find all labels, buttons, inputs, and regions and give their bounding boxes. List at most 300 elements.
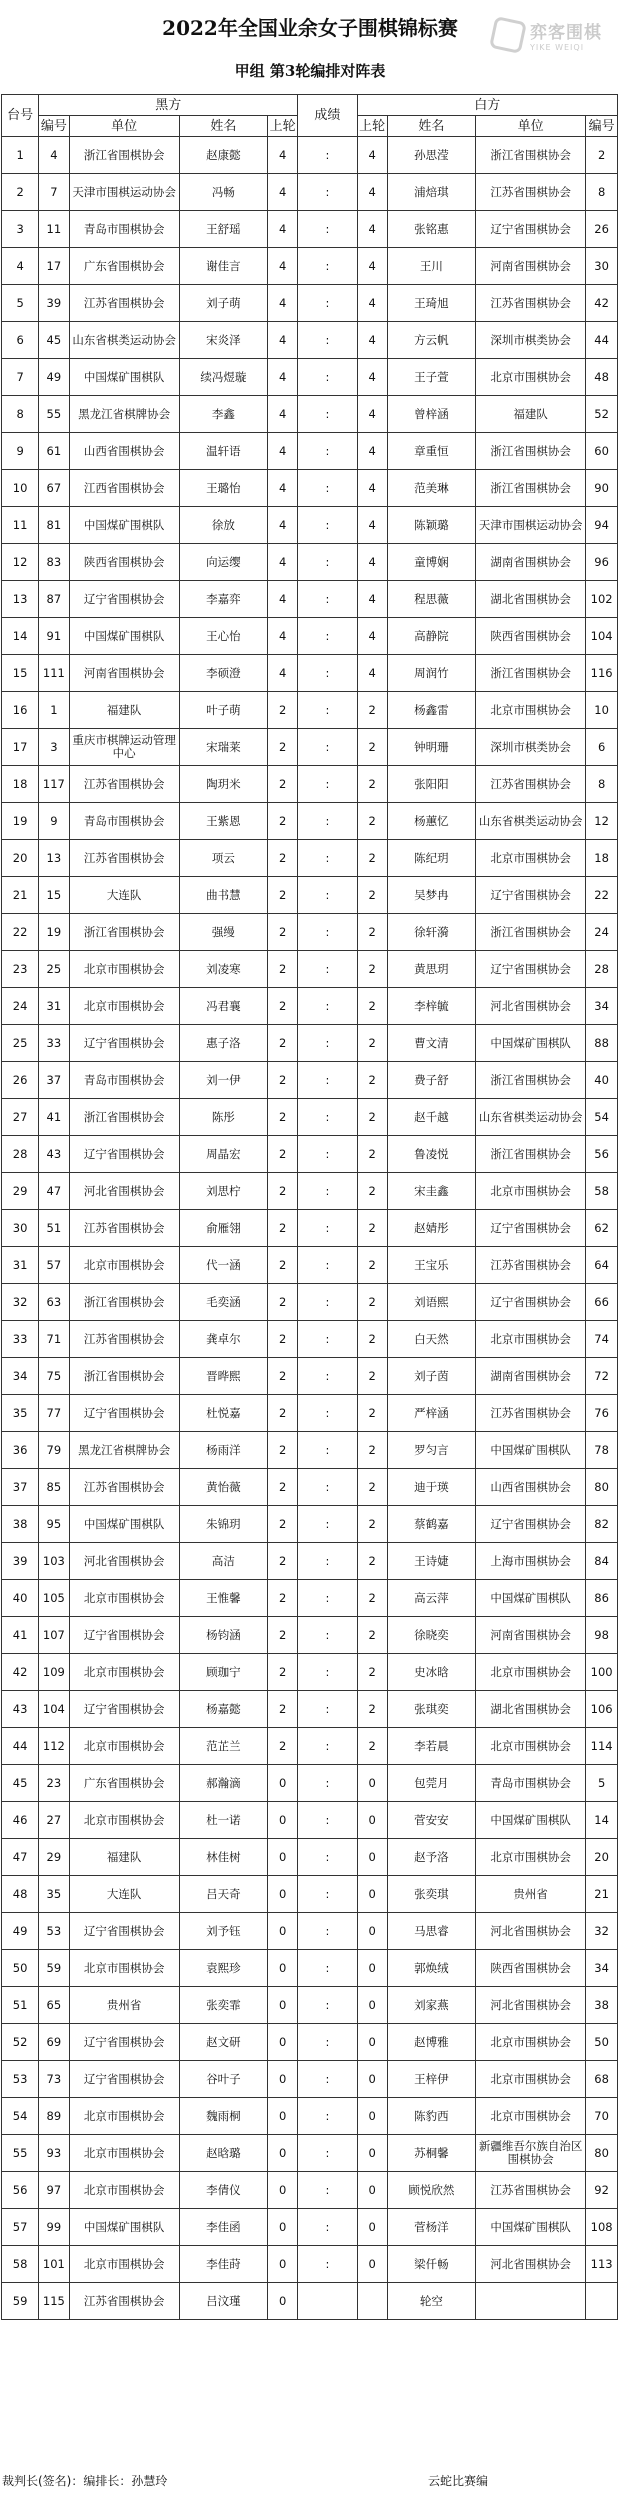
white-no-cell: 56: [586, 1136, 618, 1173]
white-no-cell: 52: [586, 396, 618, 433]
black-unit-cell: 辽宁省围棋协会: [69, 1691, 179, 1728]
black-unit-cell: 辽宁省围棋协会: [69, 581, 179, 618]
black-unit-cell: 大连队: [69, 877, 179, 914]
white-unit-cell: 天津市围棋运动协会: [476, 507, 586, 544]
table-no-cell: 1: [2, 137, 39, 174]
table-row: [2, 211, 618, 248]
black-name-cell: 王惟馨: [179, 1580, 267, 1617]
table-row: [2, 1654, 618, 1691]
result-cell: :: [298, 1543, 357, 1580]
header-black-name: 姓名: [179, 116, 267, 137]
white-score-cell: 0: [357, 1765, 387, 1802]
black-no-cell: 19: [39, 914, 69, 951]
white-no-cell: 30: [586, 248, 618, 285]
black-no-cell: 25: [39, 951, 69, 988]
table-row: [2, 1432, 618, 1469]
black-score-cell: 4: [267, 544, 297, 581]
table-no-cell: 5: [2, 285, 39, 322]
black-name-cell: 冯君襄: [179, 988, 267, 1025]
table-no-cell: 23: [2, 951, 39, 988]
white-no-cell: 54: [586, 1099, 618, 1136]
black-no-cell: 67: [39, 470, 69, 507]
white-score-cell: 0: [357, 2172, 387, 2209]
black-score-cell: 2: [267, 1284, 297, 1321]
table-no-cell: 47: [2, 1839, 39, 1876]
black-name-cell: 李嘉弈: [179, 581, 267, 618]
result-cell: :: [298, 248, 357, 285]
logo-text: 弈客围棋: [530, 23, 602, 43]
result-cell: :: [298, 729, 357, 766]
white-unit-cell: 江苏省围棋协会: [476, 766, 586, 803]
black-unit-cell: 青岛市围棋协会: [69, 1062, 179, 1099]
black-unit-cell: 北京市围棋协会: [69, 1580, 179, 1617]
black-name-cell: 郝瀚滴: [179, 1765, 267, 1802]
black-unit-cell: 辽宁省围棋协会: [69, 1617, 179, 1654]
black-score-cell: 2: [267, 1062, 297, 1099]
table-no-cell: 8: [2, 396, 39, 433]
black-no-cell: 49: [39, 359, 69, 396]
result-cell: :: [298, 137, 357, 174]
white-score-cell: 0: [357, 1913, 387, 1950]
black-unit-cell: 福建队: [69, 692, 179, 729]
white-score-cell: 4: [357, 433, 387, 470]
white-score-cell: 2: [357, 1580, 387, 1617]
black-name-cell: 陈彤: [179, 1099, 267, 1136]
table-no-cell: 59: [2, 2283, 39, 2320]
white-name-cell: 白天然: [387, 1321, 475, 1358]
white-unit-cell: 贵州省: [476, 1876, 586, 1913]
white-unit-cell: 浙江省围棋协会: [476, 1062, 586, 1099]
table-no-cell: 10: [2, 470, 39, 507]
black-no-cell: 89: [39, 2098, 69, 2135]
black-no-cell: 95: [39, 1506, 69, 1543]
white-score-cell: 2: [357, 692, 387, 729]
table-no-cell: 53: [2, 2061, 39, 2098]
white-score-cell: 0: [357, 2246, 387, 2283]
black-unit-cell: 江西省围棋协会: [69, 470, 179, 507]
result-cell: :: [298, 1432, 357, 1469]
white-name-cell: 赵千越: [387, 1099, 475, 1136]
white-score-cell: 2: [357, 1691, 387, 1728]
table-row: [2, 1913, 618, 1950]
white-score-cell: 2: [357, 1728, 387, 1765]
table-row: [2, 544, 618, 581]
table-no-cell: 4: [2, 248, 39, 285]
white-score-cell: 0: [357, 2061, 387, 2098]
white-name-cell: 方云帆: [387, 322, 475, 359]
white-no-cell: 68: [586, 2061, 618, 2098]
white-score-cell: 4: [357, 248, 387, 285]
white-name-cell: 王宝乐: [387, 1247, 475, 1284]
black-score-cell: 2: [267, 1469, 297, 1506]
black-unit-cell: 青岛市围棋协会: [69, 211, 179, 248]
table-row: [2, 766, 618, 803]
white-name-cell: 童博娴: [387, 544, 475, 581]
table-no-cell: 11: [2, 507, 39, 544]
black-name-cell: 王紫恩: [179, 803, 267, 840]
table-row: [2, 359, 618, 396]
white-no-cell: 20: [586, 1839, 618, 1876]
black-unit-cell: 浙江省围棋协会: [69, 1358, 179, 1395]
white-score-cell: 4: [357, 396, 387, 433]
black-score-cell: 2: [267, 1247, 297, 1284]
white-name-cell: 梁仟畅: [387, 2246, 475, 2283]
table-no-cell: 37: [2, 1469, 39, 1506]
result-cell: :: [298, 1136, 357, 1173]
result-cell: :: [298, 544, 357, 581]
white-no-cell: 12: [586, 803, 618, 840]
white-no-cell: 5: [586, 1765, 618, 1802]
white-unit-cell: 辽宁省围棋协会: [476, 211, 586, 248]
white-unit-cell: 上海市围棋协会: [476, 1543, 586, 1580]
white-no-cell: 28: [586, 951, 618, 988]
result-cell: :: [298, 1802, 357, 1839]
white-score-cell: 2: [357, 803, 387, 840]
black-name-cell: 朱锦玥: [179, 1506, 267, 1543]
black-name-cell: 张奕霏: [179, 1987, 267, 2024]
black-no-cell: 41: [39, 1099, 69, 1136]
black-score-cell: 2: [267, 1432, 297, 1469]
white-name-cell: 陈纪玥: [387, 840, 475, 877]
white-name-cell: 蔡鹤嘉: [387, 1506, 475, 1543]
result-cell: :: [298, 1506, 357, 1543]
black-unit-cell: 陕西省围棋协会: [69, 544, 179, 581]
white-unit-cell: 北京市围棋协会: [476, 2098, 586, 2135]
black-unit-cell: 浙江省围棋协会: [69, 914, 179, 951]
black-no-cell: 109: [39, 1654, 69, 1691]
white-no-cell: 78: [586, 1432, 618, 1469]
result-cell: :: [298, 2061, 357, 2098]
black-unit-cell: 黑龙江省棋牌协会: [69, 396, 179, 433]
result-cell: :: [298, 803, 357, 840]
white-unit-cell: 中国煤矿围棋队: [476, 1580, 586, 1617]
white-name-cell: 张铭惠: [387, 211, 475, 248]
black-no-cell: 71: [39, 1321, 69, 1358]
page-title: 2022年全国业余女子围棋锦标赛: [162, 16, 458, 40]
black-name-cell: 王舒瑶: [179, 211, 267, 248]
black-score-cell: 4: [267, 433, 297, 470]
black-score-cell: 4: [267, 507, 297, 544]
black-no-cell: 4: [39, 137, 69, 174]
black-unit-cell: 重庆市棋牌运动管理中心: [69, 729, 179, 766]
result-cell: :: [298, 1247, 357, 1284]
white-no-cell: 44: [586, 322, 618, 359]
white-name-cell: 陈颖璐: [387, 507, 475, 544]
black-score-cell: 2: [267, 1210, 297, 1247]
white-name-cell: 浦焙琪: [387, 174, 475, 211]
black-no-cell: 11: [39, 211, 69, 248]
result-cell: :: [298, 1062, 357, 1099]
black-no-cell: 23: [39, 1765, 69, 1802]
white-name-cell: 刘语熙: [387, 1284, 475, 1321]
white-unit-cell: 山西省围棋协会: [476, 1469, 586, 1506]
table-no-cell: 35: [2, 1395, 39, 1432]
white-unit-cell: 山东省棋类运动协会: [476, 1099, 586, 1136]
white-no-cell: 94: [586, 507, 618, 544]
white-score-cell: 0: [357, 2209, 387, 2246]
black-name-cell: 毛奕涵: [179, 1284, 267, 1321]
black-score-cell: 4: [267, 470, 297, 507]
white-no-cell: 50: [586, 2024, 618, 2061]
white-no-cell: 10: [586, 692, 618, 729]
black-unit-cell: 天津市围棋运动协会: [69, 174, 179, 211]
result-cell: :: [298, 692, 357, 729]
table-row: [2, 1062, 618, 1099]
white-unit-cell: 湖北省围棋协会: [476, 1691, 586, 1728]
white-name-cell: 李梓毓: [387, 988, 475, 1025]
black-no-cell: 31: [39, 988, 69, 1025]
white-name-cell: 王川: [387, 248, 475, 285]
header-white-score: 上轮: [357, 116, 387, 137]
white-score-cell: 2: [357, 951, 387, 988]
table-no-cell: 52: [2, 2024, 39, 2061]
white-unit-cell: 深圳市棋类协会: [476, 322, 586, 359]
black-no-cell: 53: [39, 1913, 69, 1950]
black-unit-cell: 北京市围棋协会: [69, 1728, 179, 1765]
black-no-cell: 73: [39, 2061, 69, 2098]
table-row: [2, 1321, 618, 1358]
white-unit-cell: 河北省围棋协会: [476, 988, 586, 1025]
table-no-cell: 42: [2, 1654, 39, 1691]
table-no-cell: 6: [2, 322, 39, 359]
black-score-cell: 2: [267, 1691, 297, 1728]
black-name-cell: 吕汶瑾: [179, 2283, 267, 2320]
result-cell: :: [298, 285, 357, 322]
white-unit-cell: 浙江省围棋协会: [476, 655, 586, 692]
white-score-cell: 4: [357, 322, 387, 359]
black-score-cell: 2: [267, 1173, 297, 1210]
result-cell: :: [298, 1210, 357, 1247]
white-score-cell: 2: [357, 1321, 387, 1358]
black-score-cell: 0: [267, 1765, 297, 1802]
white-no-cell: 42: [586, 285, 618, 322]
table-no-cell: 57: [2, 2209, 39, 2246]
black-unit-cell: 北京市围棋协会: [69, 1802, 179, 1839]
result-cell: :: [298, 1654, 357, 1691]
black-unit-cell: 辽宁省围棋协会: [69, 2024, 179, 2061]
result-cell: :: [298, 1321, 357, 1358]
table-row: [2, 951, 618, 988]
table-row: [2, 618, 618, 655]
black-no-cell: 61: [39, 433, 69, 470]
white-unit-cell: 福建队: [476, 396, 586, 433]
black-unit-cell: 山东省棋类运动协会: [69, 322, 179, 359]
black-score-cell: 2: [267, 1321, 297, 1358]
white-score-cell: 2: [357, 914, 387, 951]
black-score-cell: 4: [267, 359, 297, 396]
result-cell: :: [298, 433, 357, 470]
white-unit-cell: 新疆维吾尔族自治区围棋协会: [476, 2135, 586, 2172]
white-score-cell: 4: [357, 359, 387, 396]
table-no-cell: 32: [2, 1284, 39, 1321]
white-score-cell: 0: [357, 1950, 387, 1987]
black-name-cell: 叶子萌: [179, 692, 267, 729]
black-unit-cell: 山西省围棋协会: [69, 433, 179, 470]
black-name-cell: 李佳函: [179, 2209, 267, 2246]
white-score-cell: 0: [357, 1839, 387, 1876]
white-unit-cell: 江苏省围棋协会: [476, 2172, 586, 2209]
black-score-cell: 2: [267, 1543, 297, 1580]
black-score-cell: 4: [267, 248, 297, 285]
table-row: [2, 2209, 618, 2246]
black-score-cell: 4: [267, 581, 297, 618]
table-no-cell: 3: [2, 211, 39, 248]
white-no-cell: 82: [586, 1506, 618, 1543]
white-no-cell: 26: [586, 211, 618, 248]
black-score-cell: 2: [267, 1506, 297, 1543]
black-name-cell: 李硕澄: [179, 655, 267, 692]
black-score-cell: 2: [267, 1025, 297, 1062]
white-score-cell: 2: [357, 1173, 387, 1210]
white-no-cell: 102: [586, 581, 618, 618]
white-unit-cell: 浙江省围棋协会: [476, 470, 586, 507]
white-no-cell: 98: [586, 1617, 618, 1654]
white-no-cell: 96: [586, 544, 618, 581]
white-no-cell: 8: [586, 766, 618, 803]
white-unit-cell: [476, 2283, 586, 2320]
white-no-cell: 21: [586, 1876, 618, 1913]
white-unit-cell: 陕西省围棋协会: [476, 1950, 586, 1987]
white-no-cell: 70: [586, 2098, 618, 2135]
white-name-cell: 周润竹: [387, 655, 475, 692]
white-score-cell: 2: [357, 1506, 387, 1543]
table-no-cell: 49: [2, 1913, 39, 1950]
black-unit-cell: 北京市围棋协会: [69, 2172, 179, 2209]
page-subtitle: 甲组 第3轮编排对阵表: [234, 62, 386, 80]
table-row: [2, 692, 618, 729]
white-unit-cell: 北京市围棋协会: [476, 840, 586, 877]
header-black-no: 编号: [39, 116, 69, 137]
black-no-cell: 45: [39, 322, 69, 359]
table-no-cell: 27: [2, 1099, 39, 1136]
result-cell: :: [298, 1765, 357, 1802]
white-name-cell: 钟明珊: [387, 729, 475, 766]
footer-software: 云蛇比赛编: [428, 2474, 489, 2488]
white-unit-cell: 江苏省围棋协会: [476, 1247, 586, 1284]
black-score-cell: 0: [267, 2172, 297, 2209]
black-no-cell: 83: [39, 544, 69, 581]
white-score-cell: 0: [357, 1987, 387, 2024]
result-cell: :: [298, 1284, 357, 1321]
table-no-cell: 45: [2, 1765, 39, 1802]
white-unit-cell: 中国煤矿围棋队: [476, 1025, 586, 1062]
white-name-cell: 迪于瑛: [387, 1469, 475, 1506]
white-score-cell: 0: [357, 2135, 387, 2172]
table-no-cell: 56: [2, 2172, 39, 2209]
white-unit-cell: 浙江省围棋协会: [476, 914, 586, 951]
black-no-cell: 112: [39, 1728, 69, 1765]
header-white: 白方: [357, 95, 617, 116]
table-row: [2, 1025, 618, 1062]
white-name-cell: 宋圭鑫: [387, 1173, 475, 1210]
white-name-cell: 杨鑫雷: [387, 692, 475, 729]
table-no-cell: 44: [2, 1728, 39, 1765]
white-no-cell: 80: [586, 2135, 618, 2172]
result-cell: :: [298, 877, 357, 914]
white-score-cell: 2: [357, 1025, 387, 1062]
white-score-cell: 4: [357, 544, 387, 581]
table-row: [2, 2098, 618, 2135]
black-unit-cell: 江苏省围棋协会: [69, 285, 179, 322]
black-no-cell: 99: [39, 2209, 69, 2246]
white-no-cell: 74: [586, 1321, 618, 1358]
result-cell: :: [298, 1395, 357, 1432]
table-no-cell: 20: [2, 840, 39, 877]
table-no-cell: 24: [2, 988, 39, 1025]
table-row: [2, 285, 618, 322]
black-score-cell: 2: [267, 1580, 297, 1617]
white-unit-cell: 湖南省围棋协会: [476, 1358, 586, 1395]
white-name-cell: 王琦旭: [387, 285, 475, 322]
result-cell: :: [298, 396, 357, 433]
table-no-cell: 19: [2, 803, 39, 840]
black-score-cell: 2: [267, 1617, 297, 1654]
table-row: [2, 1617, 618, 1654]
black-no-cell: 37: [39, 1062, 69, 1099]
result-cell: :: [298, 1025, 357, 1062]
black-no-cell: 101: [39, 2246, 69, 2283]
black-no-cell: 59: [39, 1950, 69, 1987]
white-name-cell: 刘家燕: [387, 1987, 475, 2024]
table-no-cell: 40: [2, 1580, 39, 1617]
pairing-table: [1, 94, 618, 2320]
black-unit-cell: 黑龙江省棋牌协会: [69, 1432, 179, 1469]
white-score-cell: 4: [357, 470, 387, 507]
result-cell: :: [298, 581, 357, 618]
black-score-cell: 4: [267, 285, 297, 322]
white-unit-cell: 河北省围棋协会: [476, 1913, 586, 1950]
white-no-cell: 76: [586, 1395, 618, 1432]
table-row: [2, 988, 618, 1025]
black-name-cell: 黄怡薇: [179, 1469, 267, 1506]
pairing-rows: [2, 137, 618, 2320]
table-row: [2, 137, 618, 174]
white-name-cell: 徐轩漪: [387, 914, 475, 951]
table-row: [2, 1802, 618, 1839]
white-name-cell: 严梓涵: [387, 1395, 475, 1432]
white-name-cell: 范美琳: [387, 470, 475, 507]
black-name-cell: 范芷兰: [179, 1728, 267, 1765]
white-no-cell: 34: [586, 988, 618, 1025]
result-cell: :: [298, 1839, 357, 1876]
black-score-cell: 0: [267, 1876, 297, 1913]
black-name-cell: 刘凌寒: [179, 951, 267, 988]
black-name-cell: 赵康懿: [179, 137, 267, 174]
table-row: [2, 1173, 618, 1210]
black-score-cell: 4: [267, 396, 297, 433]
black-no-cell: 47: [39, 1173, 69, 1210]
black-unit-cell: 贵州省: [69, 1987, 179, 2024]
table-row: [2, 1691, 618, 1728]
black-score-cell: 2: [267, 1099, 297, 1136]
white-no-cell: 34: [586, 1950, 618, 1987]
white-no-cell: 22: [586, 877, 618, 914]
table-row: [2, 1284, 618, 1321]
white-score-cell: 4: [357, 507, 387, 544]
white-no-cell: 106: [586, 1691, 618, 1728]
black-no-cell: 43: [39, 1136, 69, 1173]
white-score-cell: 2: [357, 1469, 387, 1506]
white-name-cell: 赵博雅: [387, 2024, 475, 2061]
black-score-cell: 4: [267, 655, 297, 692]
white-unit-cell: 浙江省围棋协会: [476, 137, 586, 174]
result-cell: :: [298, 1358, 357, 1395]
black-no-cell: 35: [39, 1876, 69, 1913]
black-no-cell: 75: [39, 1358, 69, 1395]
white-score-cell: 2: [357, 1543, 387, 1580]
black-score-cell: 2: [267, 840, 297, 877]
black-name-cell: 续冯煜璇: [179, 359, 267, 396]
